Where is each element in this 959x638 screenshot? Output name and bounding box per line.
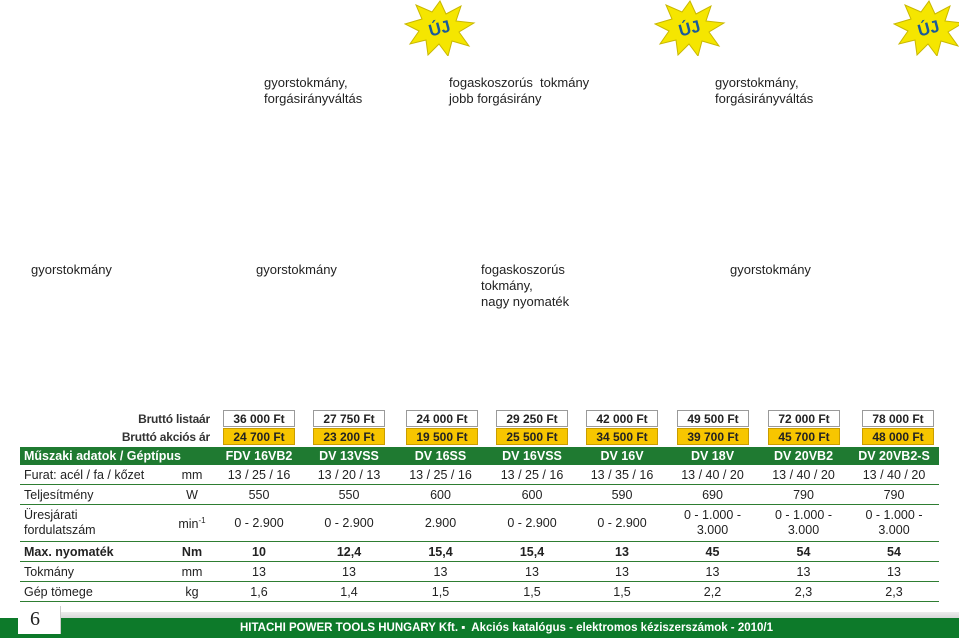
table-cell: 13 bbox=[577, 542, 667, 562]
table-cell: 550 bbox=[214, 485, 304, 505]
table-cell: 0 - 2.900 bbox=[577, 505, 667, 542]
table-cell: 0 - 2.900 bbox=[214, 505, 304, 542]
specs-header-label: Műszaki adatok / Géptípus bbox=[20, 447, 214, 465]
table-cell: 1,6 bbox=[214, 582, 304, 602]
table-cell: 2,3 bbox=[849, 582, 939, 602]
table-row bbox=[20, 562, 939, 582]
table-row bbox=[20, 582, 939, 602]
table-cell: 13 / 25 / 16 bbox=[394, 465, 487, 485]
table-cell: 13 bbox=[849, 562, 939, 582]
table-cell: 13 bbox=[577, 562, 667, 582]
table-cell: 13 / 25 / 16 bbox=[487, 465, 577, 485]
table-cell: 13 bbox=[214, 562, 304, 582]
row-label: Furat: acél / fa / kőzet bbox=[20, 465, 170, 485]
product-description-mid-1: gyorstokmány bbox=[31, 262, 112, 277]
table-cell: 13 / 40 / 20 bbox=[849, 465, 939, 485]
table-cell: 13 bbox=[394, 562, 487, 582]
table-cell: 12,4 bbox=[304, 542, 394, 562]
specs-table bbox=[20, 447, 939, 602]
promo-price-5: 34 500 Ft bbox=[586, 428, 658, 445]
table-cell: 1,4 bbox=[304, 582, 394, 602]
list-price-8: 78 000 Ft bbox=[862, 410, 934, 427]
new-badge-2 bbox=[654, 0, 726, 56]
table-cell: 550 bbox=[304, 485, 394, 505]
table-cell: 1,5 bbox=[577, 582, 667, 602]
model-name: DV 16VSS bbox=[487, 447, 577, 465]
row-label: Teljesítmény bbox=[20, 485, 170, 505]
table-cell: 0 - 1.000 - 3.000 bbox=[758, 505, 849, 542]
table-row bbox=[20, 505, 939, 542]
new-badge-text: ÚJ bbox=[915, 16, 942, 41]
list-price-2: 27 750 Ft bbox=[313, 410, 385, 427]
table-cell: 13 bbox=[667, 562, 758, 582]
table-cell: 0 - 1.000 - 3.000 bbox=[849, 505, 939, 542]
row-unit: Nm bbox=[170, 542, 214, 562]
list-price-4: 29 250 Ft bbox=[496, 410, 568, 427]
promo-price-1: 24 700 Ft bbox=[223, 428, 295, 445]
table-cell: 10 bbox=[214, 542, 304, 562]
page-number: 6 bbox=[30, 608, 40, 630]
promo-price-2: 23 200 Ft bbox=[313, 428, 385, 445]
table-row bbox=[20, 485, 939, 505]
table-cell: 13 bbox=[758, 562, 849, 582]
new-badge-3 bbox=[893, 0, 959, 56]
table-cell: 15,4 bbox=[487, 542, 577, 562]
product-description-mid-4: gyorstokmány bbox=[730, 262, 811, 277]
model-name: DV 16V bbox=[577, 447, 667, 465]
table-cell: 54 bbox=[849, 542, 939, 562]
promo-price-6: 39 700 Ft bbox=[677, 428, 749, 445]
new-badge-text: ÚJ bbox=[676, 16, 703, 41]
model-name: DV 18V bbox=[667, 447, 758, 465]
product-description-mid-2: gyorstokmány bbox=[256, 262, 337, 277]
table-row bbox=[20, 542, 939, 562]
row-unit: kg bbox=[170, 582, 214, 602]
product-description-mid-3: fogaskoszorús tokmány, nagy nyomaték bbox=[481, 262, 570, 309]
product-description-top-2: fogaskoszorús tokmány jobb forgásirány bbox=[449, 75, 590, 106]
promo-price-8: 48 000 Ft bbox=[862, 428, 934, 445]
row-label: Tokmány bbox=[20, 562, 170, 582]
list-price-6: 49 500 Ft bbox=[677, 410, 749, 427]
model-name: FDV 16VB2 bbox=[214, 447, 304, 465]
table-cell: 13 / 40 / 20 bbox=[758, 465, 849, 485]
table-cell: 790 bbox=[758, 485, 849, 505]
table-cell: 13 / 40 / 20 bbox=[667, 465, 758, 485]
table-cell: 0 - 1.000 - 3.000 bbox=[667, 505, 758, 542]
list-price-label: Bruttó listaár bbox=[138, 412, 210, 426]
table-cell: 15,4 bbox=[394, 542, 487, 562]
table-cell: 1,5 bbox=[487, 582, 577, 602]
promo-price-label: Bruttó akciós ár bbox=[121, 430, 210, 444]
promo-price-4: 25 500 Ft bbox=[496, 428, 568, 445]
table-cell: 2,2 bbox=[667, 582, 758, 602]
promo-price-3: 19 500 Ft bbox=[406, 428, 478, 445]
specs-header-row bbox=[20, 447, 939, 465]
row-label: Üresjárati fordulatszám bbox=[20, 505, 170, 542]
list-price-7: 72 000 Ft bbox=[768, 410, 840, 427]
table-cell: 1,5 bbox=[394, 582, 487, 602]
row-unit: mm bbox=[170, 562, 214, 582]
new-badge-text: ÚJ bbox=[426, 16, 453, 41]
table-cell: 13 / 35 / 16 bbox=[577, 465, 667, 485]
table-cell: 2.900 bbox=[394, 505, 487, 542]
model-name: DV 20VB2 bbox=[758, 447, 849, 465]
model-name: DV 16SS bbox=[394, 447, 487, 465]
table-cell: 590 bbox=[577, 485, 667, 505]
table-cell: 13 bbox=[487, 562, 577, 582]
table-cell: 2,3 bbox=[758, 582, 849, 602]
row-unit: $\min^{-1}$ bbox=[170, 505, 214, 542]
table-cell: 13 bbox=[304, 562, 394, 582]
table-cell: 0 - 2.900 bbox=[304, 505, 394, 542]
table-cell: 45 bbox=[667, 542, 758, 562]
promo-price-7: 45 700 Ft bbox=[768, 428, 840, 445]
list-price-3: 24 000 Ft bbox=[406, 410, 478, 427]
table-cell: 54 bbox=[758, 542, 849, 562]
row-unit: W bbox=[170, 485, 214, 505]
model-name: DV 13VSS bbox=[304, 447, 394, 465]
table-cell: 13 / 25 / 16 bbox=[214, 465, 304, 485]
table-cell: 600 bbox=[394, 485, 487, 505]
table-row bbox=[20, 465, 939, 485]
new-badge-1 bbox=[404, 0, 476, 56]
footer-text: HITACHI POWER TOOLS HUNGARY Kft. ▪ Akciós katalógus - elektromos kéziszerszámok - 2010/1 bbox=[240, 622, 774, 634]
table-cell: 600 bbox=[487, 485, 577, 505]
table-cell: 0 - 2.900 bbox=[487, 505, 577, 542]
row-label: Gép tömege bbox=[20, 582, 170, 602]
row-unit: mm bbox=[170, 465, 214, 485]
list-price-1: 36 000 Ft bbox=[223, 410, 295, 427]
table-cell: 790 bbox=[849, 485, 939, 505]
product-description-top-1: gyorstokmány, forgásirányváltás bbox=[264, 75, 363, 106]
product-description-top-3: gyorstokmány, forgásirányváltás bbox=[715, 75, 814, 106]
table-cell: 690 bbox=[667, 485, 758, 505]
row-label: Max. nyomaték bbox=[20, 542, 170, 562]
model-name: DV 20VB2-S bbox=[849, 447, 939, 465]
table-cell: 13 / 20 / 13 bbox=[304, 465, 394, 485]
list-price-5: 42 000 Ft bbox=[586, 410, 658, 427]
